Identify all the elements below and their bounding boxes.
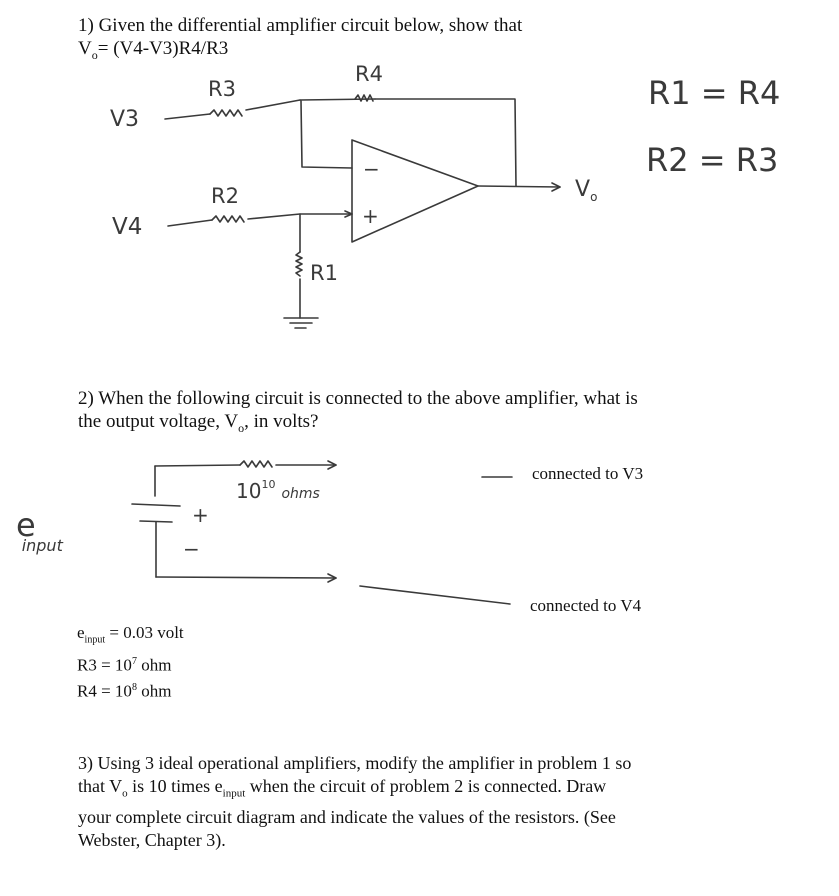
problem2-values	[77, 622, 184, 703]
r2-resistor-zigzag	[212, 216, 244, 222]
source-circuit	[16, 461, 512, 604]
problem1-line1: 1) Given the differential amplifier circuit below, show that	[78, 15, 523, 36]
v3-label: V3	[110, 107, 140, 132]
battery-long-plate	[132, 504, 180, 506]
r3-value: $R3 = 10^7$ ohm	[77, 656, 172, 676]
r1-resistor-zigzag	[296, 252, 302, 276]
problem2-statement	[78, 387, 638, 440]
r3-resistor-zigzag	[210, 110, 242, 116]
problem3-line4: Webster, Chapter 3).	[78, 829, 226, 850]
differential-amplifier-circuit	[110, 62, 780, 328]
r2-label: R2	[211, 184, 239, 208]
opamp-minus-sign: −	[363, 157, 380, 181]
r4-resistor-zigzag	[355, 95, 373, 101]
problem2-line2: the output voltage, $V_o$, in volts?	[78, 411, 319, 435]
e-input-label: e input	[16, 506, 63, 555]
v4-label: V4	[112, 214, 143, 240]
battery-plus-sign: +	[192, 503, 209, 527]
bottom-wire	[156, 577, 336, 578]
e-input-value: $e_{input} = 0.03$ volt	[77, 623, 184, 646]
r3-to-node-wire	[246, 99, 375, 110]
r1-label: R1	[310, 261, 338, 285]
connected-to-v3-label: connected to V3	[532, 464, 644, 483]
v4-input-wire	[168, 220, 212, 226]
r4-label: R4	[355, 62, 383, 86]
leader-line-v4	[360, 586, 510, 604]
problem2-line1: 2) When the following circuit is connected to the above amplifier, what is	[78, 388, 638, 409]
problem3-line3: your complete circuit diagram and indicate the values of the resistors. (See	[78, 806, 616, 827]
resistor-value-label: $10^{10}_{ohms}$	[236, 478, 320, 503]
inverting-input-wire	[301, 101, 352, 168]
opamp-plus-sign: +	[362, 204, 379, 228]
problem3-line1: 3) Using 3 ideal operational amplifiers, modify the amplifier in problem 1 so	[78, 753, 632, 773]
problem3-line2: that $V_o$ is 10 times $e_{input}$ when the circuit of problem 2 is connected. Draw	[78, 776, 607, 800]
r4-to-output-wire	[375, 99, 516, 186]
ground-symbol	[284, 318, 318, 328]
resistor-10e10-zigzag	[240, 461, 272, 467]
r3-label: R3	[208, 77, 236, 101]
connected-to-v4-label: connected to V4	[530, 596, 642, 615]
battery-minus-sign: −	[183, 537, 200, 561]
v3-input-wire	[165, 114, 210, 119]
output-wire	[478, 186, 560, 187]
note-r2-equals-r3: R2 = R3	[646, 141, 779, 179]
r4-value: $R4 = 10^8$ ohm	[77, 681, 172, 701]
vo-label: $V_o$	[575, 177, 598, 204]
problem3-statement	[78, 752, 631, 852]
top-wire	[155, 465, 240, 466]
problem1-formula: $V_o= (V4-V3)R4/R3$	[78, 38, 229, 62]
note-r1-equals-r4: R1 = R4	[648, 74, 781, 112]
